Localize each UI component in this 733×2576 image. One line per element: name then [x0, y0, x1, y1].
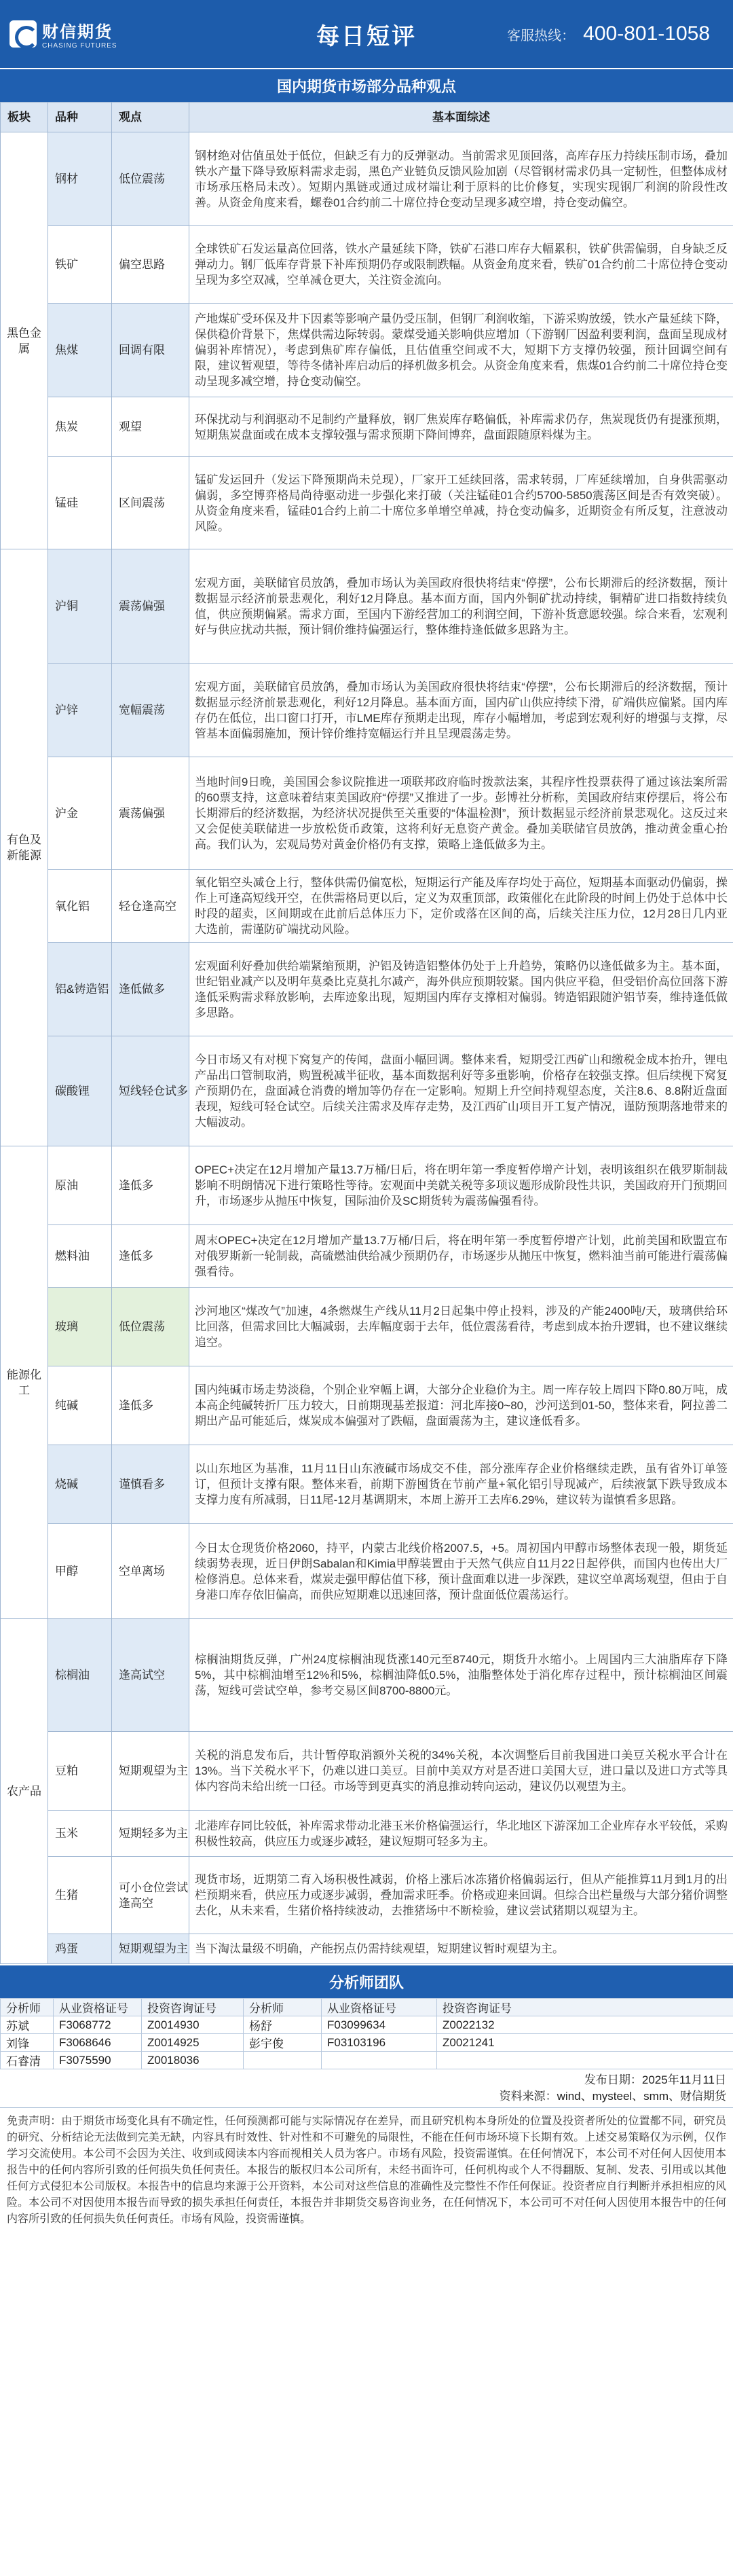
table-row	[1, 132, 733, 226]
analyst-cell: Z0022132	[437, 2016, 733, 2034]
table-row	[1, 1732, 733, 1811]
view-cell: 逢低做多	[112, 943, 189, 1036]
view-cell: 低位震荡	[112, 1288, 189, 1366]
comment-cell: 当地时间9日晚，美国国会参议院推进一项联邦政府临时拨款法案，其程序性投票获得了通过该法案所需的60票支持，这意味着结束美国政府“停摆”又推进了一步。彭博社分析称，美国政府结束停摆后，将公布长期滞后的经济数据，为经济状况提供至关重要的“体温检测”，预计数据显示经济前景悲观化。这反过来又会促使美联储进一步放松货币政策，这将利好无息资产黄金。叠加美联储官员放鸽，推动黄金重心抬高。我们认为，宏观局势对黄金价格仍有支撑，策略上逢低做多为主。	[189, 757, 733, 870]
analyst-cell: Z0014925	[142, 2034, 244, 2052]
variety-cell: 鸡蛋	[48, 1934, 112, 1964]
logo-cn: 财信期货	[42, 23, 113, 41]
table-row	[1, 1811, 733, 1857]
comment-cell: 锰矿发运回升（发运下降预期尚未兑现），厂家开工延续回落，需求转弱，厂库延续增加，自身供需驱动偏弱，多空博弈格局尚待驱动进一步强化来打破（关注锰硅01合约5700-5850震荡区间是否有效突破）。从资金角度来看，锰硅01合约上前二十席位多单增空单减，持仓变动偏多，近期资金有所反复，注意波动风险。	[189, 457, 733, 549]
variety-cell: 原油	[48, 1146, 112, 1225]
table-row	[1, 1036, 733, 1146]
logo-icon	[10, 20, 37, 48]
variety-cell: 氧化铝	[48, 870, 112, 943]
table-row	[1, 1366, 733, 1445]
view-cell: 逢低多	[112, 1146, 189, 1225]
analyst-cell: F03099634	[322, 2016, 437, 2034]
analyst-header-cell: 分析师	[244, 1999, 322, 2016]
comment-cell: 棕榈油期货反弹，广州24度棕榈油现货涨140元至8740元，期货升水缩小。上周国内三大油脂库存下降5%，其中棕榈油增至12%和5%，棕榈油降低0.5%，油脂整体处于消化库存过程中，预计棕榈油区间震荡，短线可尝试空单，参考交易区间8700-8800元。	[189, 1619, 733, 1732]
hotline	[507, 22, 733, 46]
view-cell: 偏空思路	[112, 226, 189, 304]
variety-cell: 棕榈油	[48, 1619, 112, 1732]
analyst-header-cell: 从业资格证号	[54, 1999, 142, 2016]
comment-cell: 现货市场，近期第二育入场积极性减弱，价格上涨后冰冻猪价格偏弱运行，但从产能推算11月到1月的出栏预期来看，供应压力或逐步减弱，叠加需求旺季。价格或迎来回调。但综合出栏量级与大部分猪价调整去化，从未来看，生猪价格持续波动，去推猪场中不断检验，建议尝试猪期以观望为主。	[189, 1857, 733, 1934]
view-cell: 震荡偏强	[112, 549, 189, 664]
analyst-cell: 苏斌	[1, 2016, 54, 2034]
comment-cell: 宏观方面，美联储官员放鸽，叠加市场认为美国政府很快将结束“停摆”，公布长期滞后的经济数据，预计数据显示经济前景悲观化，利好12月降息。基本面方面，国内外铜矿扰动持续，铜精矿进口指数持续负值，供应预期偏紧。需求方面，至国内下游经营加工的利润空间，下游补货意愿较强。综合来看，宏观利好与供应扰动共振，预计铜价维持偏强运行，整体维持逢低做多思路为主。	[189, 549, 733, 664]
analyst-row	[1, 2034, 733, 2052]
table-row	[1, 757, 733, 870]
view-cell: 逢高试空	[112, 1619, 189, 1732]
view-cell: 短期观望为主	[112, 1934, 189, 1964]
analyst-cell: 刘锋	[1, 2034, 54, 2052]
view-cell: 宽幅震荡	[112, 664, 189, 757]
view-cell: 观望	[112, 397, 189, 457]
comment-cell: 全球铁矿石发运量高位回落，铁水产量延续下降，铁矿石港口库存大幅累积，铁矿供需偏弱，自身缺乏反弹动力。钢厂低库存背景下补库预期仍存或限制跌幅。从资金角度来看，铁矿01合约前二十席位持仓变动呈现为多空双减，空单减仓更大，关注资金流向。	[189, 226, 733, 304]
table-row	[1, 870, 733, 943]
variety-cell: 纯碱	[48, 1366, 112, 1445]
table-row	[1, 1445, 733, 1524]
table-row	[1, 664, 733, 757]
view-cell: 短期观望为主	[112, 1732, 189, 1811]
sector-cell: 农产品	[1, 1619, 48, 1964]
table-row	[1, 226, 733, 304]
analyst-row	[1, 2052, 733, 2069]
analyst-cell: 杨舒	[244, 2016, 322, 2034]
variety-cell: 锰硅	[48, 457, 112, 549]
section-title: 国内期货市场部分品种观点	[0, 68, 733, 102]
analyst-header-cell: 从业资格证号	[322, 1999, 437, 2016]
comment-cell: 钢材绝对估值虽处于低位，但缺乏有力的反弹驱动。当前需求见顶回落，高库存压力持续压制市场，叠加铁水产量下降导致原料需求走弱，黑色产业链负反馈风险加剧（尽管钢材需求仍具一定韧性，但整体成材市场承压格局未改）。短期内黑链或通过成材端让利于原料的比价修复，实现实现钢厂利润的阶段性改善。从资金角度来看，螺卷01合约前二十席位持仓变动呈现多减空增，持仓变动偏空。	[189, 132, 733, 226]
analyst-cell: Z0018036	[142, 2052, 244, 2069]
view-cell: 谨慎看多	[112, 1445, 189, 1524]
comment-cell: 以山东地区为基准，11月11日山东液碱市场成交不佳，部分涨库存企业价格继续走跌，虽有省外订单签订，但预计支撑有限。整体来看，前期下游囤货在节前产量+氧化铝引导现减产，后续液氯下跌导致成本支撑力度有所减弱，日11尾-12月基调期末，本周上游开工去库6.29%，建议转为谨慎看多思路。	[189, 1445, 733, 1524]
variety-cell: 甲醇	[48, 1524, 112, 1619]
views-table	[0, 102, 733, 1964]
view-cell: 短期轻多为主	[112, 1811, 189, 1857]
table-row	[1, 549, 733, 664]
view-cell: 轻仓逢高空	[112, 870, 189, 943]
analyst-header-cell: 投资咨询证号	[437, 1999, 733, 2016]
column-header: 板块	[1, 103, 48, 132]
analyst-cell	[437, 2052, 733, 2069]
publish-info	[0, 2069, 733, 2108]
variety-cell: 焦煤	[48, 304, 112, 397]
comment-cell: 周末OPEC+决定在12月增加产量13.7万桶/日后，将在明年第一季度暂停增产计划，此前美国和欧盟宣布对俄罗斯新一轮制裁，高硫燃油供给减少预期仍存，市场逐步从抛压中恢复，燃料油当前可能进行震荡偏强看待。	[189, 1225, 733, 1288]
disclaimer: 免责声明：由于期货市场变化具有不确定性，任何预测都可能与实际情况存在差异，而且研究机构本身所处的位置及投资者所处的位置都不同，研究员的研究、分析结论无法做到完美无缺，内容具有时效性、针对性和不可避免的局限性，不能在任何市场环境下长期有效。上述交易策略仅为示例，仅作学习交流使用。本公司不会因为关注、收到或阅读本内容而视相关人员为客户。市场有风险，投资需谨慎。在任何情况下，本公司不对任何人因使用本报告中的任何内容所引致的任何损失负任何责任。本报告的版权归本公司所有，未经书面许可，任何机构或个人不得翻版、复制、发表、引用或以其他任何方式侵犯本公司版权。本报告中的信息均来源于公开资料，本公司对这些信息的准确性及完整性不作任何保证。投资者应自行判断并承担相应的风险。本公司不对因使用本报告而导致的损失承担任何责任，本报告并非期货交易咨询业务，在任何情况下，本公司可不对任何人因使用本报告中的任何内容所引致的任何损失负任何责任。市场有风险，投资需谨慎。	[7, 2116, 726, 2225]
header	[0, 0, 733, 68]
analyst-row	[1, 2016, 733, 2034]
comment-cell: 沙河地区“煤改气”加速，4条燃煤生产线从11月2日起集中停止投料，涉及的产能2400吨/天，玻璃供给环比回落，但需求回比大幅减弱，去库幅度弱于去年，低位震荡看待，考虑到成本抬升逻辑，也不建议继续追空。	[189, 1288, 733, 1366]
view-cell: 震荡偏强	[112, 757, 189, 870]
hotline-label: 客服热线：	[507, 29, 576, 43]
table-row	[1, 457, 733, 549]
comment-cell: 产地煤矿受环保及井下因素等影响产量仍受压制，但钢厂利润收缩，下游采购放缓，铁水产量延续下降，保供稳价背景下，焦煤供需边际转弱。蒙煤受通关影响供应增加（下游钢厂因盈利要利润，盘面呈现成材偏弱补库情况），考虑到焦矿库存偏低，且估值重空间或不大，短期下方支撑仍较强，预计回调空间有限，建议暂观望，等待冬储补库启动后的择机做多机会。从资金角度来看，焦煤01合约前二十席位持仓变动呈现多减空增，持仓变动偏空。	[189, 304, 733, 397]
variety-cell: 碳酸锂	[48, 1036, 112, 1146]
table-header-row	[1, 103, 733, 132]
variety-cell: 沪金	[48, 757, 112, 870]
sector-cell: 黑色金属	[1, 132, 48, 549]
comment-cell: 当下淘汰量级不明确，产能拐点仍需持续观望，短期建议暂时观望为主。	[189, 1934, 733, 1964]
analyst-cell: F3068646	[54, 2034, 142, 2052]
sector-cell: 有色及新能源	[1, 549, 48, 1146]
view-cell: 区间震荡	[112, 457, 189, 549]
table-row	[1, 943, 733, 1036]
variety-cell: 豆粕	[48, 1732, 112, 1811]
analyst-cell	[244, 2052, 322, 2069]
view-cell: 逢低多	[112, 1225, 189, 1288]
comment-cell: 今日市场又有对枧下窝复产的传闻，盘面小幅回调。整体来看，短期受江西矿山和缴税金成本抬升，锂电产品出口管制取消，购置税减半征收，基本面数据利好等多重影响，价格存在较强支撑。但后续枧下窝复产预期仍在，盘面减仓消费的增加等仍存在一定影响。短期上升空间持观望态度，关注8.6、8.8附近盘面表现，短线可轻仓试空。后续关注需求及库存走势，及江西矿山项目开工复产情况，谨防预期落地带来的大幅波动。	[189, 1036, 733, 1146]
comment-cell: 宏观面利好叠加供给端紧缩预期，沪铝及铸造铝整体仍处于上升趋势，策略仍以逢低做多为主。基本面，世纪铝业减产以及明年莫桑比克莫扎尔减产，海外供应预期较紧。国内供应平稳，但受铝价高位回落下游逢低采购需求释放影响，去库迹象出现，短期国内库存支撑相对偏弱。铸造铝跟随沪铝节奏，维持逢低做多思路。	[189, 943, 733, 1036]
variety-cell: 铁矿	[48, 226, 112, 304]
publish-date: 发布日期：2025年11月11日	[584, 2073, 726, 2086]
view-cell: 空单离场	[112, 1524, 189, 1619]
variety-cell: 玉米	[48, 1811, 112, 1857]
comment-cell: 北港库存同比较低，补库需求带动北港玉米价格偏强运行，华北地区下游深加工企业库存水平较低，采购积极性较高，供应压力或逐步减轻，建议短期可轻多为主。	[189, 1811, 733, 1857]
view-cell: 可小仓位尝试逢高空	[112, 1857, 189, 1934]
analyst-cell: 彭宇俊	[244, 2034, 322, 2052]
analyst-cell	[322, 2052, 437, 2069]
variety-cell: 燃料油	[48, 1225, 112, 1288]
column-header: 基本面综述	[189, 103, 733, 132]
view-cell: 逢低多	[112, 1366, 189, 1445]
view-cell: 短线轻仓试多	[112, 1036, 189, 1146]
column-header: 观点	[112, 103, 189, 132]
analyst-cell: F03103196	[322, 2034, 437, 2052]
page-title: 每日短评	[316, 23, 417, 50]
analyst-cell: F3075590	[54, 2052, 142, 2069]
comment-cell: 国内纯碱市场走势淡稳，个别企业窄幅上调，大部分企业稳价为主。周一库存较上周四下降0.80万吨，成本高企纯碱转折厂压力较大，日前期现基差报道：河北库接0~80，沙河送到01-50，整体来看，阿拉善二期出产品可能延后，煤炭成本偏强对了跌幅，盘面震荡为主，建议逢低看多。	[189, 1366, 733, 1445]
comment-cell: OPEC+决定在12月增加产量13.7万桶/日后，将在明年第一季度暂停增产计划，表明该组织在俄罗斯制裁影响不明朗情况下进行策略性等待。宏观面中美就关税等多项议题形成阶段性共识，美国政府开门预期回升，市场逐步从抛压中恢复，国际油价及SC期货转为震荡偏强看待。	[189, 1146, 733, 1225]
variety-cell: 沪铜	[48, 549, 112, 664]
table-row	[1, 397, 733, 457]
variety-cell: 焦炭	[48, 397, 112, 457]
table-row	[1, 304, 733, 397]
analyst-cell: 石睿清	[1, 2052, 54, 2069]
table-row	[1, 1146, 733, 1225]
sector-cell: 能源化工	[1, 1146, 48, 1619]
logo-en: CHASING FUTURES	[42, 42, 117, 50]
table-row	[1, 1225, 733, 1288]
company-logo	[0, 0, 136, 68]
column-header: 品种	[48, 103, 112, 132]
view-cell: 低位震荡	[112, 132, 189, 226]
variety-cell: 铝&铸造铝	[48, 943, 112, 1036]
variety-cell: 玻璃	[48, 1288, 112, 1366]
hotline-number: 400-801-1058	[583, 22, 710, 45]
comment-cell: 氧化铝空头减仓上行，整体供需仍偏宽松，短期运行产能及库存均处于高位，短期基本面驱动仍偏弱，操作上可逢高短线开空，在供需格局更以后，定义为双重顶部，政策催化在此阶段的时间上仍处于总体中长时段的超卖，区间期或在此前后总体压力下，定价或落在区间的高，后续关注压力位，12月28日几内亚大选前，需谨防矿端扰动风险。	[189, 870, 733, 943]
variety-cell: 钢材	[48, 132, 112, 226]
analyst-table	[0, 1998, 733, 2069]
variety-cell: 烧碱	[48, 1445, 112, 1524]
analyst-header-cell: 投资咨询证号	[142, 1999, 244, 2016]
analyst-header-cell: 分析师	[1, 1999, 54, 2016]
table-row	[1, 1619, 733, 1732]
analyst-section-title: 分析师团队	[0, 1964, 733, 1998]
comment-cell: 环保扰动与利润驱动不足制约产量释放，钢厂焦炭库存略偏低，补库需求仍存，焦炭现货仍有提涨预期，短期焦炭盘面或在成本支撑较强与需求预期下降间博弈，盘面跟随原料煤为主。	[189, 397, 733, 457]
table-row	[1, 1934, 733, 1964]
analyst-cell: Z0014930	[142, 2016, 244, 2034]
analyst-cell: Z0021241	[437, 2034, 733, 2052]
table-row	[1, 1857, 733, 1934]
comment-cell: 关税的消息发布后，共计暂停取消额外关税的34%关税，本次调整后目前我国进口美豆关税水平合计在13%。当下关税水平下，仍难以进口美豆。目前中美双方对是否进口美国大豆，进口量以及进口方式等具体内容尚未给出统一口径。市场等到更真实的消息推动转向运动，建议仍以观望为主。	[189, 1732, 733, 1811]
variety-cell: 沪锌	[48, 664, 112, 757]
comment-cell: 宏观方面，美联储官员放鸽，叠加市场认为美国政府很快将结束“停摆”，公布长期滞后的经济数据，预计数据显示经济前景悲观化，利好12月降息。基本面方面，国内矿山供应持续下滑，矿端供应偏紧。国内库存仍在低位，出口窗口打开，市LME库存预期走出现，库存小幅增加，考虑到宏观利好的增强与支撑，尽管基本面偏弱施加，预计锌价维持宽幅运行并且呈现震荡走势。	[189, 664, 733, 757]
table-row	[1, 1288, 733, 1366]
table-row	[1, 1524, 733, 1619]
analyst-header-row	[1, 1999, 733, 2016]
view-cell: 回调有限	[112, 304, 189, 397]
data-source: 资料来源：wind、mysteel、smm、财信期货	[499, 2090, 726, 2103]
analyst-cell: F3068772	[54, 2016, 142, 2034]
comment-cell: 今日太仓现货价格2060，持平，内蒙古北线价格2007.5，+5。周初国内甲醇市场整体表现一般，期货延续弱势表现，近日伊朗Sabalan和Kimia甲醇装置由于天然气供应自11月22日起停供，而国内也传出大厂检修消息。总体来看，煤炭走强甲醇估值下移，预计盘面难以进一步深跌，建议空单离场观望，但由于自身港口库存依旧偏高，而供应短期难以迅速回落，预计盘面低位震荡运行。	[189, 1524, 733, 1619]
variety-cell: 生猪	[48, 1857, 112, 1934]
